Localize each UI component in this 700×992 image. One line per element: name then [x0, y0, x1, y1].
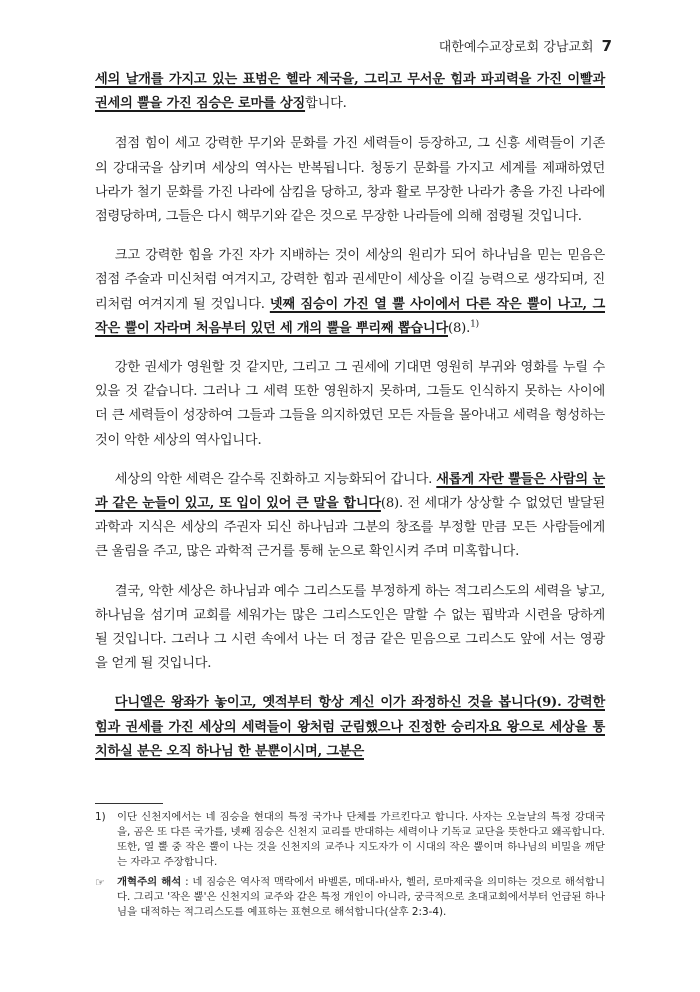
- page-number: 7: [601, 37, 612, 55]
- footnote-1: [95, 810, 605, 870]
- reformed-note: [95, 875, 605, 920]
- highlight-text: 넷째 짐승이 가진 열 뿔 사이에서 다른 작은 뿔이 나고, 그 작은 뿔이 자라며 처음부터 있던 세 개의 뿔을 뿌리째 뽑습니다: [95, 296, 605, 336]
- footnote-marker: 1): [95, 811, 106, 823]
- pointing-hand-icon: ☞: [95, 876, 105, 889]
- paragraph-3: 크고 강력한 힘을 가진 자가 지배하는 것이 세상의 원리가 되어 하나님을 믿는 믿음은 점점 주술과 미신처럼 여겨지고, 강력한 힘과 권세만이 세상을 이길 능력으로 생각되며, 진리처럼 여겨지게 될 것입니다. 넷째 짐승이 가진 열 뿔 사이에서 다른 작은 뿔이 나고, 그 작은 뿔이 자라며 처음부터 있던 세 개의 뿔을 뿌리째 뽑습니다(8).$^{1)}$: [95, 248, 605, 336]
- paragraph-2: 점점 힘이 세고 강력한 무기와 문화를 가진 세력들이 등장하고, 그 신흥 세력들이 기존의 강대국을 삼키며 세상의 역사는 반복됩니다. 청동기 문화를 가지고 세계를 제패하였던 나라가 철기 문화를 가진 나라에 삼킴을 당하고, 창과 활로 무장한 나라가 총을 가진 나라에 점령당하며, 그들은 다시 핵무기와 같은 것으로 무장한 나라들에 의해 점령될 것입니다.: [95, 136, 605, 225]
- note-label: 개혁주의 해석: [117, 876, 182, 888]
- highlight-text: 다니엘은 왕좌가 놓이고, 옛적부터 항상 계신 이가 좌정하신 것을 봅니다(9). 강력한 힘과 권세를 가진 세상의 세력들이 왕처럼 군림했으나 진정한 승리자요 왕으로 세상을 통치하실 분은 오직 하나님 한 분뿐이시며, 그분은: [95, 695, 605, 759]
- paragraph-5: 세상의 악한 세력은 갈수록 진화하고 지능화되어 갑니다. 새롭게 자란 뿔들은 사람의 눈과 같은 눈들이 있고, 또 입이 있어 큰 말을 합니다(8). 전 세대가 상상할 수 없었던 발달된 과학과 지식은 세상의 주권자 되신 하나님과 그분의 창조를 부정할 만큼 모든 사람들에게 큰 울림을 주고, 많은 과학적 근거를 통해 눈으로 확인시켜 주며 미혹합니다.: [95, 471, 605, 560]
- paragraph-1: 세의 날개를 가지고 있는 표범은 헬라 제국을, 그리고 무서운 힘과 파괴력을 가진 이빨과 권세의 뿔을 가진 짐승은 로마를 상징합니다.: [95, 72, 605, 112]
- running-header: [439, 36, 612, 55]
- paragraph-4: 강한 권세가 영원할 것 같지만, 그리고 그 권세에 기대면 영원히 부귀와 영화를 누릴 수 있을 것 같습니다. 그러나 그 세력 또한 영원하지 못하며, 그들도 인식하지 못하는 사이에 더 큰 세력들이 성장하여 그들과 그들을 의지하였던 모든 자들을 몰아내고 세력을 형성하는 것이 악한 세상의 역사입니다.: [95, 360, 605, 448]
- highlight-text: 새롭게 자란 뿔들은 사람의 눈과 같은 눈들이 있고, 또 입이 있어 큰 말을 합니다: [95, 471, 605, 512]
- footnote-divider: [95, 803, 163, 804]
- footnote-ref[interactable]: 1): [470, 319, 479, 330]
- body-text: [95, 68, 605, 764]
- footnote-text: 이단 신천지에서는 네 짐승을 현대의 특정 국가나 단체를 가르킨다고 합니다. 사자는 오늘날의 특정 강대국을, 곰은 또 다른 국가를, 넷째 짐승은 신천지 교리를 반대하는 세력이나 기독교 교단을 뜻한다고 왜곡합니다. 또한, 열 뿔 중 작은 뿔이 나는 것을 신천지의 교주나 지도자가 이 시대의 작은 뿔이며 하나님의 비밀을 깨닫는 자라고 주장합니다.: [117, 811, 605, 868]
- highlight-text: 세의 날개를 가지고 있는 표범은 헬라 제국을, 그리고 무서운 힘과 파괴력을 가진 이빨과 권세의 뿔을 가진 짐승은 로마를 상징: [95, 72, 605, 112]
- church-name: 대한예수교장로회 강남교회: [438, 40, 594, 55]
- paragraph-6: 결국, 악한 세상은 하나님과 예수 그리스도를 부정하게 하는 적그리스도의 세력을 낳고, 하나님을 섬기며 교회를 세워가는 많은 그리스도인은 말할 수 없는 핍박과 시련을 당하게 될 것입니다. 그러나 그 시련 속에서 나는 더 정금 같은 믿음으로 그리스도 앞에 서는 영광을 얻게 될 것입니다.: [95, 583, 605, 672]
- note-text: : 네 짐승은 역사적 맥락에서 바벨론, 메대-바사, 헬러, 로마제국을 의미하는 것으로 해석합니다. 그리고 '작은 뿔'은 신천지의 교주와 같은 특정 개인이 아니라, 궁극적으로 초대교회에서부터 언급된 하나님을 대적하는 적그리스도를 예표하는 표현으로 해석합니다(살후 2:3-4).: [117, 876, 605, 918]
- paragraph-7: [95, 691, 605, 764]
- footnotes: [95, 810, 605, 925]
